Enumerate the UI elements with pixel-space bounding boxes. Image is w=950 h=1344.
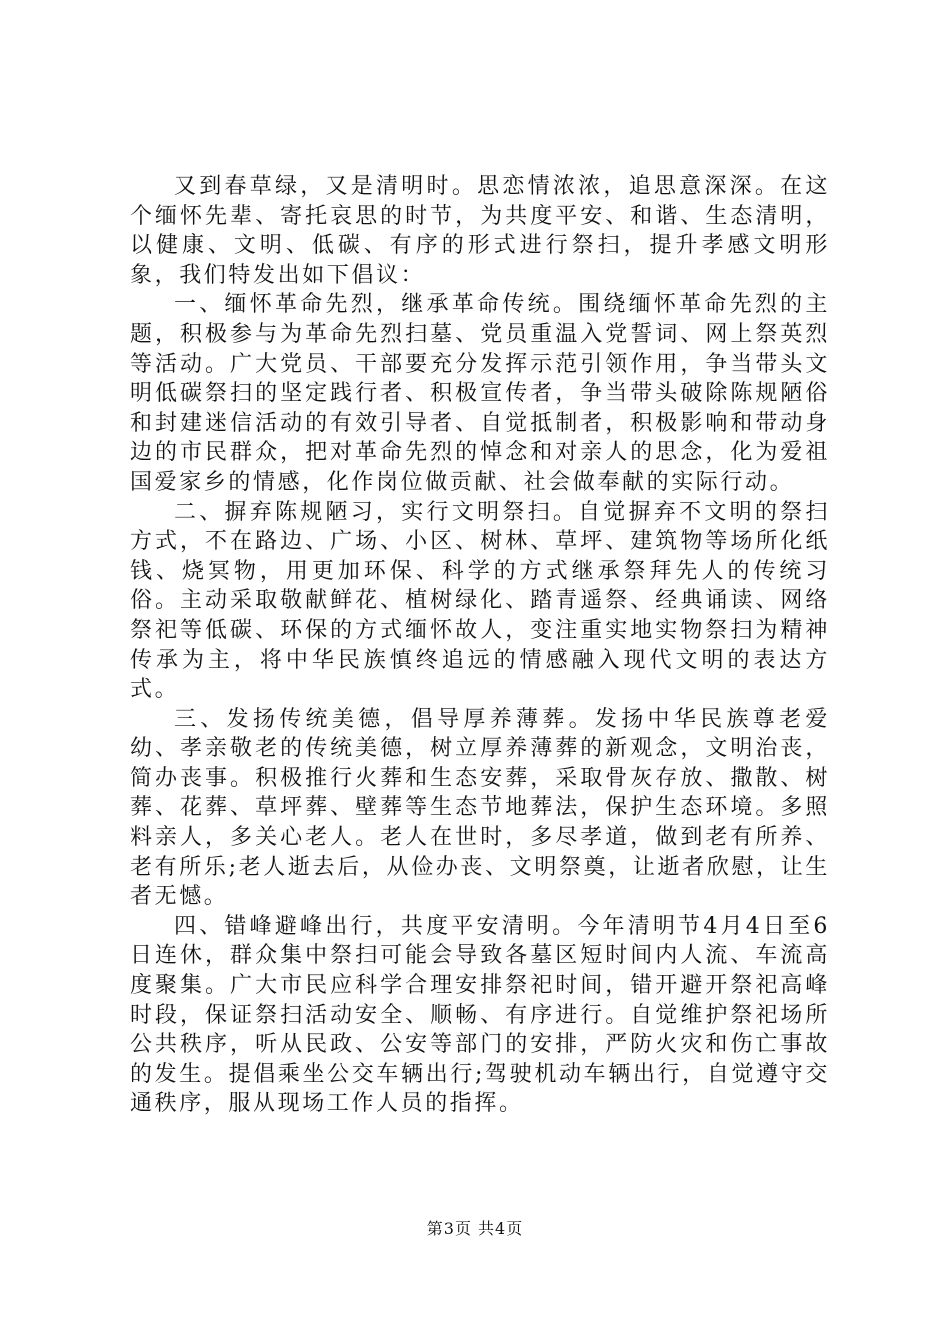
document-body — [130, 172, 830, 1119]
page-number-footer: 第3页 共4页 — [426, 1219, 524, 1238]
paragraph-section-4: 四、错峰避峰出行，共度平安清明。今年清明节4月4日至6日连休，群众集中祭扫可能会导致各墓区短时间内人流、车流高度聚集。广大市民应科学合理安排祭祀时间，错开避开祭祀高峰时段，保证祭扫活动安全、顺畅、有序进行。自觉维护祭祀场所公共秩序，听从民政、公安等部门的安排，严防火灾和伤亡事故的发生。提倡乘坐公交车辆出行;驾驶机动车辆出行，自觉遵守交通秩序，服从现场工作人员的指挥。 — [130, 913, 830, 1117]
paragraph-section-2: 二、摒弃陈规陋习，实行文明祭扫。自觉摒弃不文明的祭扫方式，不在路边、广场、小区、树林、草坪、建筑物等场所化纸钱、烧冥物，用更加环保、科学的方式继承祭拜先人的传统习俗。主动采取敬献鲜花、植树绿化、踏青遥祭、经典诵读、网络祭祀等低碳、环保的方式缅怀故人，变注重实地实物祭扫为精神传承为主，将中华民族慎终追远的情感融入现代文明的表达方式。 — [130, 499, 830, 703]
paragraph-section-1: 一、缅怀革命先烈，继承革命传统。围绕缅怀革命先烈的主题，积极参与为革命先烈扫墓、党员重温入党誓词、网上祭英烈等活动。广大党员、干部要充分发挥示范引领作用，争当带头文明低碳祭扫的坚定践行者、积极宣传者，争当带头破除陈规陋俗和封建迷信活动的有效引导者、自觉抵制者，积极影响和带动身边的市民群众，把对革命先烈的悼念和对亲人的思念，化为爱祖国爱家乡的情感，化作岗位做贡献、社会做奉献的实际行动。 — [130, 292, 830, 495]
paragraph-section-3: 三、发扬传统美德，倡导厚养薄葬。发扬中华民族尊老爱幼、孝亲敬老的传统美德，树立厚养薄葬的新观念，文明治丧，简办丧事。积极推行火葬和生态安葬，采取骨灰存放、撒散、树葬、花葬、草坪葬、壁葬等生态节地葬法，保护生态环境。多照料亲人，多关心老人。老人在世时，多尽孝道，做到老有所养、老有所乐;老人逝去后，从俭办丧、文明祭奠，让逝者欣慰，让生者无憾。 — [130, 706, 830, 910]
paragraph-intro: 又到春草绿，又是清明时。思恋情浓浓，追思意深深。在这个缅怀先辈、寄托哀思的时节，为共度平安、和谐、生态清明，以健康、文明、低碳、有序的形式进行祭扫，提升孝感文明形象，我们特发出如下倡议： — [130, 174, 830, 288]
